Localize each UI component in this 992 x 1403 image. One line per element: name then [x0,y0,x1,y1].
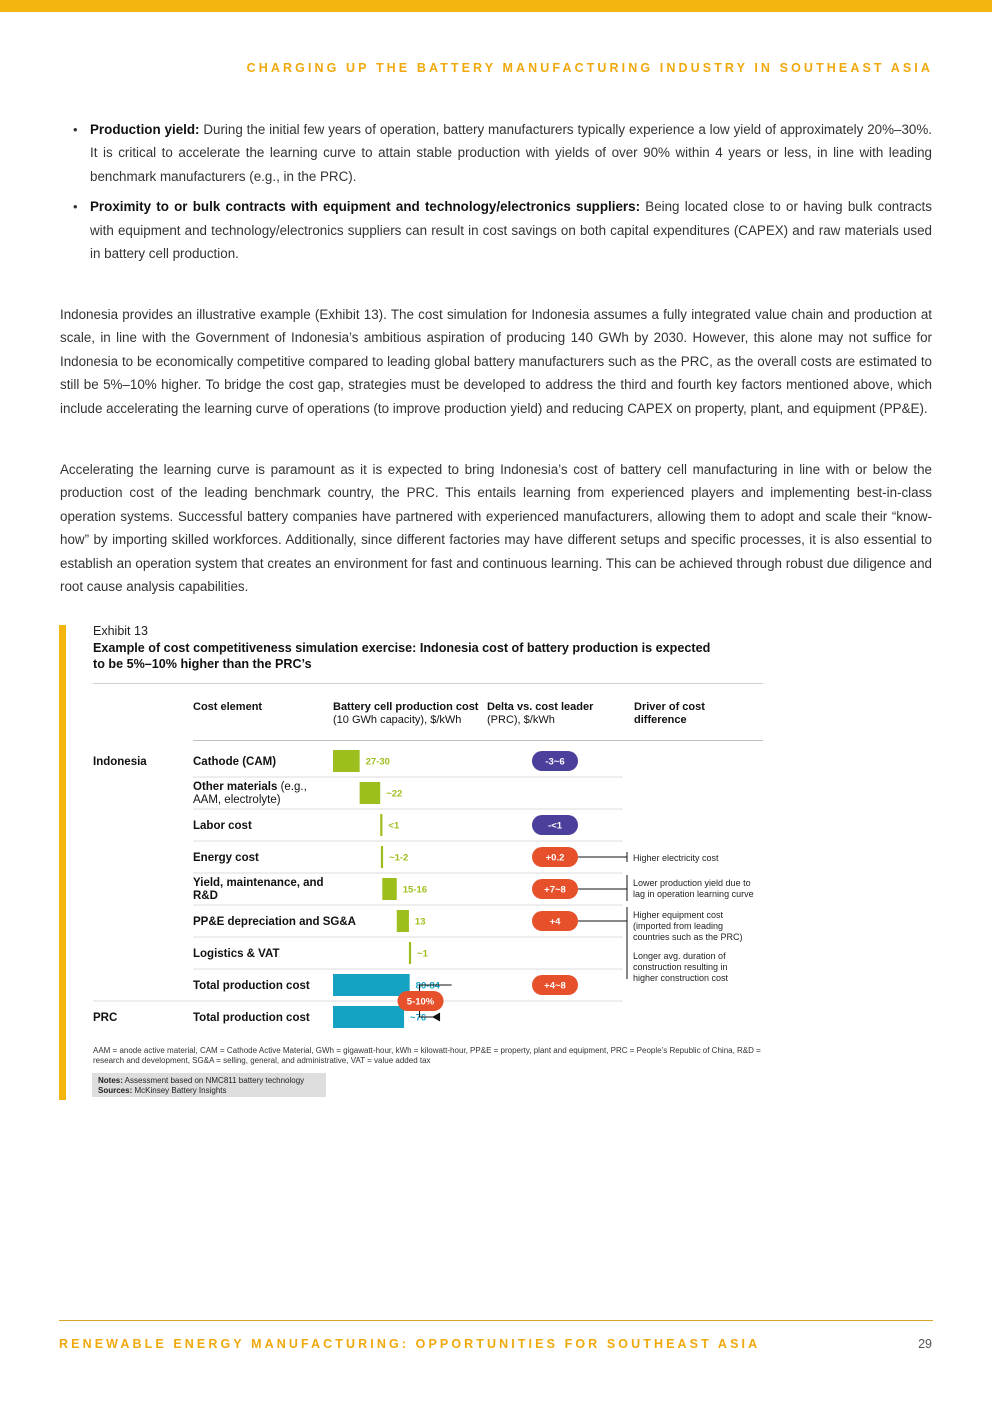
bar-value-label: 80-84 [415,980,440,992]
category-label: Total production cost [193,1012,310,1024]
sources-label: Sources: [98,1086,133,1095]
driver-label: Longer avg. duration of construction resulting in higher construction cost [633,951,729,983]
driver-label: Higher equipment cost (imported from leading countries such as the PRC) [633,910,743,942]
group-label-indonesia: Indonesia [93,756,147,768]
category-label: Energy cost [193,852,259,864]
bar-value-label: ~76 [410,1012,427,1024]
page-number: 29 [918,1337,932,1351]
gap-value: 5-10% [406,996,435,1008]
bullet-title: Production yield: [90,122,200,137]
exhibit-title: Example of cost competitiveness simulation exercise: Indonesia cost of battery production is expected to be 5%–10% higher than the PRC’s [93,641,711,671]
bar-segment [409,942,411,964]
bar-segment [380,814,382,836]
category-label: Cathode (CAM) [193,756,277,768]
running-header: CHARGING UP THE BATTERY MANUFACTURING INDUSTRY IN SOUTHEAST ASIA [246,61,933,75]
sources-text: McKinsey Battery Insights [134,1086,227,1095]
driver-label: Lower production yield due to lag in operation learning curve [633,878,754,899]
bullet-dot-icon: • [73,122,78,137]
bullet-dot-icon: • [73,199,78,215]
col-header-cost-element: Cost element [193,701,263,713]
group-label-prc: PRC [93,1012,118,1024]
bar-total [333,974,410,996]
bullet-text: Being located close to or having bulk contracts with equipment and technology/electronics suppliers can result in cost savings on both capital expenditures (CAPEX) and raw materials used in battery cell production. [90,199,932,262]
bar-value-label: 15-16 [402,884,428,896]
body-paragraph: Indonesia provides an illustrative example (Exhibit 13). The cost simulation for Indonesia assumes a fully integrated value chain and production at scale, in line with the Government of Indonesia’s ambitious aspiration of producing 140 GWh by 2030. However, this alone may not suffice for Indonesia to be economically competitive compared to leading global battery manufacturers such as the PRC, as the overall costs are estimated to still be 5%–10% higher. To bridge the cost gap, strategies must be developed to address the third and fourth key factors mentioned above, which include accelerating the learning curve of operations (to improve production yield) and reducing CAPEX on property, plant, and equipment (PP&E). [60,307,932,416]
bar-segment [333,750,360,772]
bar-segment [360,782,381,804]
bar-value-label: 13 [414,916,426,928]
bar-value-label: ~1 [417,948,428,960]
delta-value: -3~6 [545,756,565,768]
bar-value-label: <1 [388,820,400,832]
notes-box [92,1073,326,1097]
delta-value: +0.2 [545,852,565,864]
exhibit-label: Exhibit 13 [93,624,148,638]
category-label: Labor cost [193,820,252,832]
notes-text: Assessment based on NMC811 battery technology [124,1076,305,1085]
body-paragraph: Accelerating the learning curve is paramount as it is expected to bring Indonesia’s cost of battery cell manufacturing in line with or below the production cost of the leading benchmark country, the PRC. This entails learning from experienced players and implementing best-in-class operation systems. Successful battery companies have partnered with experienced manufacturers, allowing them to adopt and scale their “know-how” by importing skilled workforces. Additionally, since different factories may have different setups and specific processes, it is also essential to establish an operation system that creates an environment for fast and continuous learning. This can be achieved through robust due diligence and root cause analysis capabilities. [60,462,932,595]
bar-value-label: 27-30 [365,756,390,768]
category-label: Total production cost [193,980,310,992]
category-label: Logistics & VAT [193,948,280,960]
col-header-driver: Driver of cost difference [634,701,705,726]
bullet-title: Proximity to or bulk contracts with equipment and technology/electronics suppliers: [90,199,641,215]
bar-segment [382,878,396,900]
col-header-delta: Delta vs. cost leader (PRC), $/kWh [487,701,594,726]
footer-divider [59,1320,933,1321]
delta-value: +4~8 [544,980,566,992]
delta-value: +7~8 [544,884,566,896]
driver-label: Higher electricity cost [633,853,719,863]
category-label: Yield, maintenance, and R&D [193,877,324,902]
bar-segment [397,910,409,932]
gap-arrow-icon [432,1013,440,1022]
delta-value: -<1 [548,820,562,832]
bar-segment [381,846,383,868]
delta-value: +4 [549,916,561,928]
col-header-production-cost: Battery cell production cost (10 GWh capacity), $/kWh [333,701,479,726]
bar-total [333,1006,404,1028]
notes-label: Notes: [98,1076,123,1085]
category-label: Other materials (e.g., AAM, electrolyte) [193,781,307,806]
bar-value-label: ~1-2 [389,852,409,864]
bullet-text: During the initial few years of operation, battery manufacturers typically experience a low yield of approximately 20%–30%. It is critical to accelerate the learning curve to attain stable production with yields of over 90% within 4 years or less, in line with leading benchmark manufacturers (e.g., in the PRC). [90,122,932,184]
footer-title: RENEWABLE ENERGY MANUFACTURING: OPPORTUNITIES FOR SOUTHEAST ASIA [59,1337,761,1351]
category-label: PP&E depreciation and SG&A [193,916,356,928]
exhibit-footnote: AAM = anode active material, CAM = Cathode Active Material, GWh = gigawatt-hour, kWh = kilowatt-hour, PP&E = property, plant and equipment, PRC = People’s Republic of China, R&D = research and development, SG&A = selling, general, and administrative, VAT = value added tax [93,1046,761,1065]
bar-value-label: ~22 [386,788,403,800]
